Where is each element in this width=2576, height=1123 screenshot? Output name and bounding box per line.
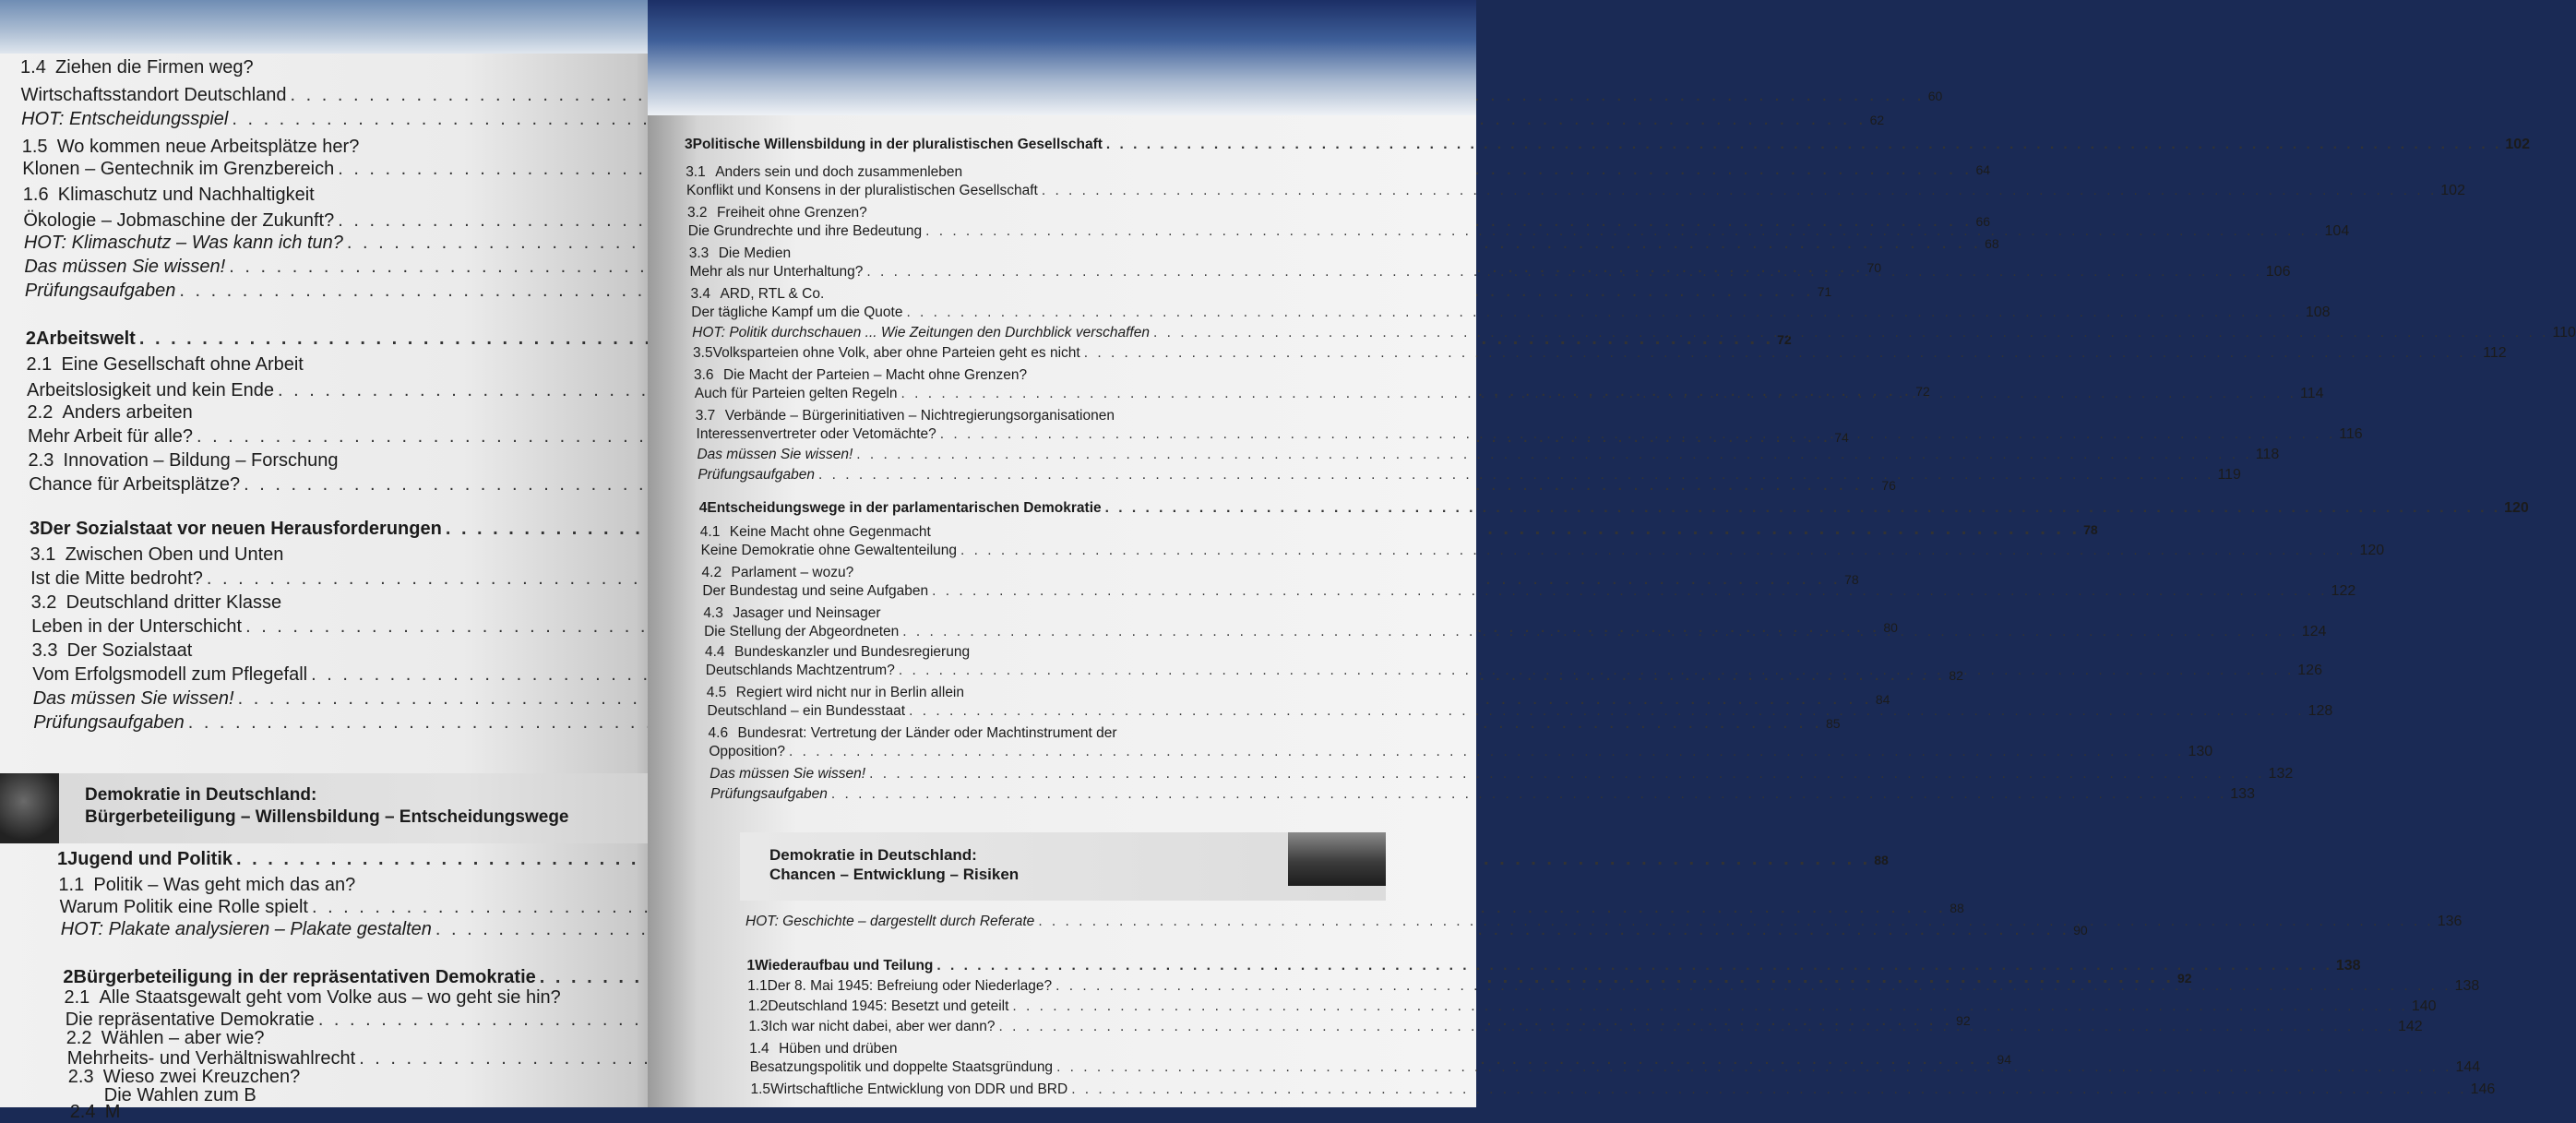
entry-title: Vom Erfolgsmodell zum Pflegefall	[32, 664, 308, 685]
entry-title: Deutschland dritter Klasse	[66, 592, 282, 613]
leader-dots	[818, 467, 2213, 484]
page-number: 112	[2483, 345, 2507, 361]
entry-title: Der Sozialstaat	[66, 640, 193, 661]
toc-entry	[28, 402, 646, 424]
page-number: 120	[2359, 543, 2385, 558]
entry-title: Konflikt und Konsens in der pluralistischen Gesellschaft	[686, 183, 1038, 198]
section-banner	[740, 832, 1386, 901]
toc-entry	[691, 305, 2331, 321]
page-number: 118	[2255, 447, 2280, 462]
entry-title: ARD, RTL & Co.	[720, 286, 825, 302]
entry-title: Interessenvertreter oder Vetomächte?	[696, 426, 936, 442]
entry-number: 3.3	[688, 245, 710, 261]
page-number: 102	[2505, 137, 2531, 152]
page-number: 72	[1777, 332, 1792, 347]
toc-entry	[710, 766, 2294, 783]
leader-dots	[1012, 998, 2407, 1015]
banner-subtitle: Bürgerbeteiligung – Willensbildung – Entscheidungswege	[85, 806, 569, 827]
entry-number: 1.5	[21, 137, 48, 157]
entry-number: 2.3	[67, 1067, 94, 1087]
toc-entry	[59, 897, 1964, 918]
toc-entry	[685, 137, 2531, 153]
entry-title: Das müssen Sie wissen!	[710, 766, 866, 782]
toc-entry	[698, 500, 2529, 517]
page-number: 60	[1927, 89, 1943, 103]
page-number: 92	[2177, 971, 2192, 986]
entry-title: Prüfungsaufgaben	[710, 786, 828, 802]
entry-title: Regiert wird nicht nur in Berlin allein	[735, 685, 965, 700]
page-number: 116	[2339, 426, 2363, 442]
leader-dots	[1106, 137, 2501, 153]
entry-title: Arbeitslosigkeit und kein Ende	[27, 380, 274, 400]
toc-entry	[686, 164, 1234, 181]
entry-title: Das müssen Sie wissen!	[697, 447, 853, 462]
banner-title: Demokratie in Deutschland:	[85, 785, 317, 805]
entry-title: Keine Macht ohne Gegenmacht	[729, 524, 931, 540]
entry-title: Parlament – wozu?	[731, 565, 854, 580]
entry-title: Die Grundrechte und ihre Bedeutung	[687, 223, 923, 239]
toc-entry	[65, 987, 646, 1009]
page-number: 84	[1875, 692, 1890, 707]
toc-entry	[702, 583, 2356, 600]
page-number: 138	[2335, 958, 2361, 974]
entry-number: 2	[63, 967, 74, 987]
entry-number: 2.2	[27, 402, 54, 423]
entry-title: Zwischen Oben und Unten	[65, 544, 284, 565]
page-number: 88	[1874, 853, 1889, 867]
toc-entry	[750, 1081, 2496, 1098]
entry-title: Das müssen Sie wissen!	[24, 257, 226, 277]
entry-title: Volksparteien ohne Volk, aber ohne Parteien geht es nicht	[712, 345, 1080, 361]
page-number: 70	[1866, 260, 1882, 275]
entry-title: Wählen – aber wie?	[101, 1028, 265, 1048]
page-number: 142	[2397, 1019, 2423, 1034]
entry-title: Anders arbeiten	[62, 402, 193, 423]
toc-entry	[689, 245, 1236, 262]
entry-title: HOT: Klimaschutz – Was kann ich tun?	[23, 233, 343, 253]
page-number: 68	[1985, 236, 1999, 251]
leader-dots	[1153, 325, 2548, 341]
entry-number: 2.4	[69, 1102, 96, 1122]
page-number: 66	[1975, 214, 1991, 229]
entry-title: Jasager und Neinsager	[733, 605, 881, 621]
leader-dots	[902, 624, 2297, 640]
entry-title: Wirtschaftsstandort Deutschland	[20, 85, 287, 105]
toc-entry	[687, 223, 2350, 240]
toc-entry	[21, 109, 1885, 130]
leader-dots	[906, 305, 2301, 321]
leader-dots	[1056, 1059, 2451, 1076]
entry-title: Prüfungsaufgaben	[33, 712, 185, 733]
entry-title: Mehr als nur Unterhaltung?	[689, 264, 864, 280]
toc-entry	[693, 345, 2507, 362]
section-banner	[0, 773, 662, 843]
toc-entry	[31, 592, 649, 614]
entry-title: Keine Demokratie ohne Gewaltenteilung	[700, 543, 958, 558]
page-number: 72	[1915, 384, 1930, 399]
entry-number: 4.6	[708, 725, 729, 741]
entry-number: 4.5	[706, 685, 727, 700]
toc-entry	[22, 137, 641, 158]
entry-title: Auch für Parteien gelten Regeln	[694, 386, 898, 401]
entry-number: 3.7	[695, 408, 716, 424]
entry-title: Ziehen die Firmen weg?	[55, 57, 254, 78]
entry-title: Entscheidungswege in der parlamentarischen Demokratie	[707, 500, 1102, 516]
page-number: 62	[1869, 113, 1885, 127]
leader-dots	[899, 663, 2294, 679]
page-number: 126	[2297, 663, 2322, 678]
leader-dots	[856, 447, 2251, 463]
entry-number: 3.1	[686, 164, 706, 180]
entry-title: Der Sozialstaat vor neuen Herausforderungen	[40, 519, 442, 539]
entry-number: 4	[698, 500, 708, 516]
page-number: 90	[2073, 923, 2088, 938]
entry-title: M	[104, 1102, 121, 1122]
page-number: 80	[1883, 620, 1898, 635]
leader-dots	[866, 264, 2261, 281]
leader-dots	[789, 744, 2184, 760]
entry-number: 2.1	[26, 354, 53, 375]
entry-title: Freiheit ohne Grenzen?	[716, 205, 867, 221]
toc-entry	[686, 183, 2465, 199]
entry-title: Prüfungsaufgaben	[698, 467, 815, 483]
entry-title: Die Wahlen zum B	[103, 1085, 256, 1105]
entry-title: Eine Gesellschaft ohne Arbeit	[61, 354, 304, 375]
top-color-band	[648, 0, 1476, 115]
entry-title: Jugend und Politik	[67, 849, 233, 869]
entry-title: Opposition?	[709, 744, 786, 759]
page-number: 88	[1950, 901, 1964, 915]
toc-entry	[687, 205, 1234, 221]
page-number: 122	[2331, 583, 2356, 599]
leader-dots	[1105, 500, 2500, 517]
entry-title: Bundesrat: Vertretung der Länder oder Machtinstrument der	[737, 725, 1117, 741]
entry-number: 4.2	[701, 565, 722, 580]
entry-title: Deutschland – ein Bundesstaat	[707, 703, 906, 719]
toc-entry	[70, 1102, 650, 1123]
entry-title: Ich war nicht dabei, aber wer dann?	[768, 1019, 996, 1034]
entry-number: 3.3	[31, 640, 58, 661]
toc-entry	[749, 1041, 1259, 1057]
entry-title: Die repräsentative Demokratie	[65, 1010, 315, 1030]
entry-title: Klimaschutz und Nachhaltigkeit	[57, 185, 315, 205]
entry-title: Der Bundestag und seine Aufgaben	[702, 583, 929, 599]
toc-entry	[694, 367, 1239, 384]
entry-title: Wo kommen neue Arbeitsplätze her?	[56, 137, 360, 157]
page-number: 64	[1975, 162, 1991, 177]
toc-entry	[700, 524, 1244, 541]
leader-dots	[1071, 1081, 2466, 1098]
entry-title: Wiederaufbau und Teilung	[755, 958, 934, 974]
entry-number: 3.2	[30, 592, 57, 613]
entry-title: Deutschlands Machtzentrum?	[705, 663, 895, 678]
entry-title: Das müssen Sie wissen!	[32, 688, 234, 709]
entry-number: 3.2	[686, 205, 708, 221]
page-number: 102	[2440, 183, 2465, 198]
top-color-band	[0, 0, 662, 54]
entry-title: Wieso zwei Kreuzchen?	[102, 1067, 301, 1087]
entry-title: Ist die Mitte bedroht?	[30, 568, 203, 589]
entry-title: HOT: Politik durchschauen ... Wie Zeitungen den Durchblick verschaffen	[692, 325, 1150, 340]
entry-title: Mehr Arbeit für alle?	[28, 426, 194, 447]
entry-number: 2.1	[64, 987, 90, 1008]
page-number: 136	[2437, 914, 2463, 929]
page-number: 106	[2265, 264, 2291, 280]
toc-entry	[700, 543, 2385, 559]
page-number: 128	[2308, 703, 2333, 719]
toc-entry	[709, 744, 2213, 760]
entry-number: 3.5	[693, 345, 713, 361]
leader-dots	[1055, 978, 2451, 995]
page-number: 82	[1949, 668, 1963, 683]
entry-title: Die Stellung der Abgeordneten	[704, 624, 900, 639]
page-number: 119	[2217, 467, 2241, 483]
toc-entry	[698, 467, 2241, 484]
entry-title: Der 8. Mai 1945: Befreiung oder Niederlage?	[767, 978, 1053, 994]
page-number: 85	[1825, 716, 1841, 731]
banner-photo	[1288, 832, 1386, 886]
entry-number: 1.3	[748, 1019, 769, 1034]
page-number: 110	[2552, 325, 2576, 340]
entry-number: 1.4	[749, 1041, 769, 1057]
entry-title: Politik – Was geht mich das an?	[93, 875, 356, 895]
page-number: 144	[2455, 1059, 2481, 1075]
toc-entry	[23, 185, 642, 206]
entry-title: Ökologie – Jobmaschine der Zukunft?	[23, 210, 335, 231]
toc-entry	[746, 958, 2361, 974]
entry-title: HOT: Entscheidungsspiel	[21, 109, 229, 129]
entry-title: Anders sein und doch zusammenleben	[715, 164, 963, 180]
toc-entry	[707, 703, 2333, 720]
banner-title: Demokratie in Deutschland:	[769, 846, 977, 864]
page-number: 132	[2268, 766, 2294, 782]
toc-entry	[696, 408, 1240, 424]
entry-number: 4.3	[703, 605, 723, 621]
page-number: 76	[1881, 478, 1896, 493]
page-number: 92	[1956, 1013, 1971, 1028]
toc-entry	[690, 286, 1236, 303]
leader-dots	[901, 386, 2296, 402]
page-number: 74	[1834, 430, 1849, 445]
leader-dots	[960, 543, 2355, 559]
leader-dots	[831, 786, 2226, 803]
leader-dots	[1084, 345, 2479, 362]
entry-title: Chance für Arbeitsplätze?	[29, 474, 241, 495]
toc-entry	[745, 914, 2463, 930]
entry-title: Innovation – Bildung – Forschung	[63, 450, 339, 471]
page-number: 78	[1844, 572, 1859, 587]
toc-entry	[58, 875, 641, 896]
entry-number: 3.6	[694, 367, 714, 383]
entry-title: Der tägliche Kampf um die Quote	[691, 305, 903, 320]
entry-title: Bürgerbeteiligung in der repräsentativen Demokratie	[73, 967, 536, 987]
toc-entry	[707, 685, 1248, 701]
page-number: 114	[2299, 386, 2324, 401]
leader-dots	[999, 1019, 2394, 1035]
entry-title: Mehrheits- und Verhältniswahlrecht	[66, 1048, 356, 1069]
toc-entry	[710, 786, 2255, 803]
entry-title: Besatzungspolitik und doppelte Staatsgründung	[749, 1059, 1054, 1075]
leader-dots	[869, 766, 2264, 783]
entry-number: 3	[30, 519, 41, 539]
page-number: 124	[2301, 624, 2327, 639]
toc-entry	[32, 640, 649, 662]
entry-title: Alle Staatsgewalt geht vom Volke aus – wo geht sie hin?	[99, 987, 561, 1008]
page-number: 108	[2305, 305, 2331, 320]
page-number: 140	[2411, 998, 2437, 1014]
page-number: 120	[2504, 500, 2529, 516]
entry-title: Warum Politik eine Rolle spielt	[59, 897, 308, 917]
leader-dots	[1038, 914, 2433, 930]
page-number: 130	[2188, 744, 2213, 759]
page-number: 138	[2454, 978, 2480, 994]
entry-title: Verbände – Bürgerinitiativen – Nichtregierungsorganisationen	[724, 408, 1115, 424]
leader-dots	[925, 223, 2320, 240]
entry-number: 4.1	[699, 524, 721, 540]
toc-entry	[697, 447, 2280, 463]
entry-title: HOT: Plakate analysieren – Plakate gestalten	[60, 919, 432, 939]
entry-title: Leben in der Unterschicht	[31, 616, 243, 637]
entry-number: 2.2	[66, 1028, 92, 1048]
entry-title: Arbeitswelt	[36, 329, 136, 349]
leader-dots	[936, 958, 2332, 974]
leader-dots	[932, 583, 2327, 600]
entry-number: 2.3	[28, 450, 54, 471]
leader-dots	[1042, 183, 2437, 199]
entry-title: Bundeskanzler und Bundesregierung	[734, 644, 971, 660]
banner-photo	[0, 773, 59, 843]
page-number: 146	[2470, 1081, 2496, 1097]
page-number: 71	[1817, 284, 1832, 299]
leader-dots	[909, 703, 2304, 720]
toc-entry	[705, 644, 1246, 661]
toc-entry	[709, 725, 1249, 742]
toc-entry	[26, 354, 644, 376]
entry-title: Klonen – Gentechnik im Grenzbereich	[22, 159, 335, 179]
entry-title: Deutschland 1945: Besetzt und geteilt	[768, 998, 1009, 1014]
entry-title: Politische Willensbildung in der pluralistischen Gesellschaft	[692, 137, 1103, 152]
entry-title: Hüben und drüben	[779, 1041, 898, 1057]
entry-number: 1.1	[747, 978, 768, 994]
toc-entry	[702, 565, 1245, 581]
leader-dots	[940, 426, 2335, 443]
entry-number: 1.5	[750, 1081, 771, 1097]
entry-number: 2	[25, 329, 37, 349]
entry-title: Die Macht der Parteien – Macht ohne Grenzen?	[723, 367, 1028, 383]
entry-number: 3.1	[30, 544, 56, 565]
entry-number: 1.6	[22, 185, 49, 205]
toc-entry	[747, 998, 2437, 1015]
page-number: 104	[2324, 223, 2350, 239]
entry-title: Prüfungsaufgaben	[24, 281, 176, 301]
entry-title: HOT: Geschichte – dargestellt durch Referate	[745, 914, 1035, 929]
entry-number: 1.1	[58, 875, 85, 895]
entry-number: 3.4	[690, 286, 711, 302]
toc-entry	[703, 605, 1246, 622]
entry-number: 3	[685, 137, 693, 152]
entry-number: 1.2	[747, 998, 769, 1014]
toc-entry	[29, 450, 646, 472]
entry-title: Wirtschaftliche Entwicklung von DDR und BRD	[770, 1081, 1068, 1097]
toc-entry	[66, 1028, 647, 1049]
toc-entry	[20, 85, 1943, 106]
page-number: 78	[2083, 522, 2098, 537]
entry-title: Die Medien	[718, 245, 792, 261]
toc-entry	[20, 57, 640, 78]
page-number: 133	[2230, 786, 2255, 802]
entry-number: 1	[57, 849, 68, 869]
page-number: 94	[1997, 1052, 2011, 1067]
banner-subtitle: Chancen – Entwicklung – Risiken	[769, 866, 1020, 884]
entry-number: 1	[746, 958, 756, 974]
toc-entry	[30, 544, 648, 566]
entry-number: 4.4	[705, 644, 725, 660]
entry-number: 1.4	[20, 57, 46, 78]
